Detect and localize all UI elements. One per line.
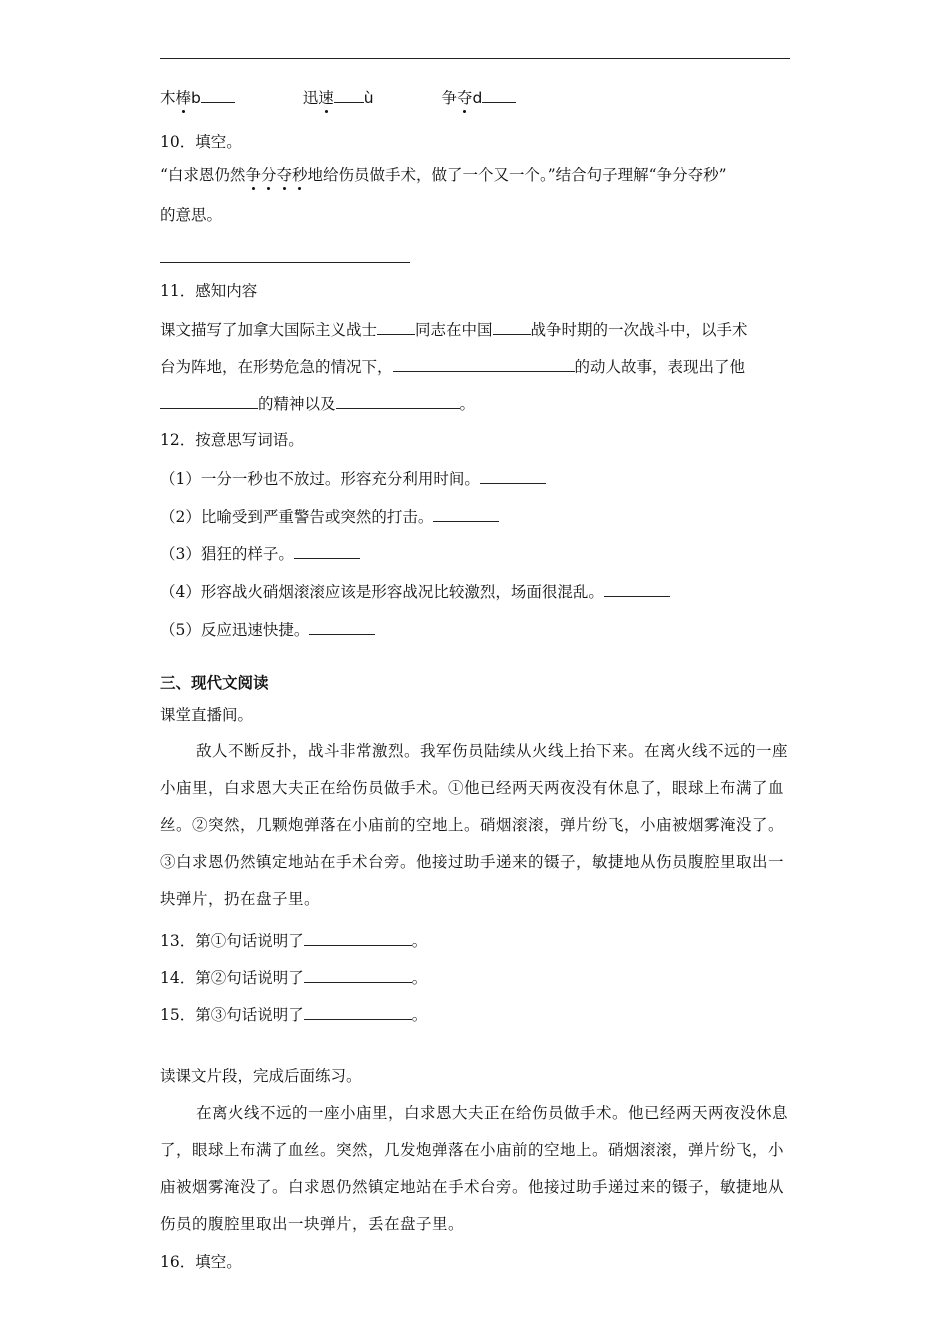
dotted-char: 棒	[175, 89, 192, 107]
section-intro: 课堂直播间。	[160, 706, 254, 724]
answer-blank[interactable]	[393, 355, 575, 372]
pinyin-row	[160, 86, 516, 108]
answer-blank[interactable]	[160, 392, 258, 409]
answer-blank[interactable]	[334, 86, 364, 103]
dotted-phrase: 争分夺秒	[245, 166, 308, 184]
answer-blank[interactable]	[304, 929, 412, 946]
answer-blank[interactable]	[304, 966, 412, 983]
section-intro-2: 读课文片段，完成后面练习。	[160, 1067, 362, 1085]
q12-item: （5）反应迅速快捷。	[160, 618, 375, 640]
top-divider	[160, 58, 790, 59]
q11-line-3: 的精神以及 。	[160, 392, 475, 414]
answer-blank[interactable]	[604, 580, 670, 597]
pinyin-letter: b	[191, 89, 201, 107]
q16-title: 16．填空。	[160, 1253, 242, 1271]
pinyin-item-2: 迅速 ù	[303, 89, 374, 107]
q12-item: （4）形容战火硝烟滚滚应该是形容战况比较激烈，场面很混乱。	[160, 580, 670, 602]
answer-blank[interactable]	[304, 1003, 412, 1020]
q12-item: （2）比喻受到严重警告或突然的打击。	[160, 505, 499, 527]
q11-title: 11．感知内容	[160, 282, 258, 300]
q12-title: 12．按意思写词语。	[160, 431, 304, 449]
answer-blank[interactable]	[482, 86, 516, 103]
q12-item: （1）一分一秒也不放过。形容充分利用时间。	[160, 467, 546, 489]
pinyin-letter: d	[472, 89, 483, 107]
answer-blank[interactable]	[480, 467, 546, 484]
dotted-char: 夺	[457, 89, 473, 107]
q10-sentence-end: 的意思。	[160, 206, 223, 224]
q12-item: （3）猖狂的样子。	[160, 542, 360, 564]
dotted-char: 速	[318, 89, 334, 107]
pinyin-item-1: 木棒b	[160, 89, 235, 107]
reading-passage-1: 敌人不断反扑，战斗非常激烈。我军伤员陆续从火线上抬下来。在离火线不远的一座小庙里，白求恩大夫正在给伤员做手术。①他已经两天两夜没有休息了，眼球上布满了血丝。②突然，几颗炮弹落在小庙前的空地上。硝烟滚滚，弹片纷飞，小庙被烟雾淹没了。③白求恩仍然镇定地站在手术台旁。他接过助手递来的镊子，敏捷地从伤员腹腔里取出一块弹片，扔在盘子里。	[160, 742, 789, 908]
q15: 15．第③句话说明了 。	[160, 1003, 427, 1025]
q13: 13．第①句话说明了 。	[160, 929, 427, 951]
answer-blank[interactable]	[309, 618, 375, 635]
q14: 14．第②句话说明了 。	[160, 966, 427, 988]
q10-answer-line[interactable]	[160, 262, 410, 263]
answer-blank[interactable]	[377, 318, 415, 335]
reading-passage-2: 在离火线不远的一座小庙里，白求恩大夫正在给伤员做手术。他已经两天两夜没休息了，眼球上布满了血丝。突然，几发炮弹落在小庙前的空地上。硝烟滚滚，弹片纷飞，小庙被烟雾淹没了。白求恩仍然镇定地站在手术台旁。他接过助手递过来的镊子，敏捷地从伤员的腹腔里取出一块弹片，丢在盘子里。	[160, 1104, 789, 1233]
pinyin-letter: ù	[363, 89, 374, 107]
q10-sentence: “白求恩仍然争分夺秒地给伤员做手术，做了一个又一个。”结合句子理解“争分夺秒”	[160, 166, 727, 184]
q11-line-2: 台为阵地，在形势危急的情况下， 的动人故事，表现出了他	[160, 355, 745, 377]
answer-blank[interactable]	[201, 86, 235, 103]
q10-title: 10．填空。	[160, 133, 242, 151]
answer-blank[interactable]	[336, 392, 460, 409]
answer-blank[interactable]	[294, 542, 360, 559]
q11-line-1: 课文描写了加拿大国际主义战士 同志在中国 战争时期的一次战斗中，以手术	[160, 318, 748, 340]
pinyin-item-3: 争夺d	[441, 89, 516, 107]
answer-blank[interactable]	[493, 318, 531, 335]
answer-blank[interactable]	[433, 505, 499, 522]
section-heading: 三、现代文阅读	[160, 673, 269, 692]
